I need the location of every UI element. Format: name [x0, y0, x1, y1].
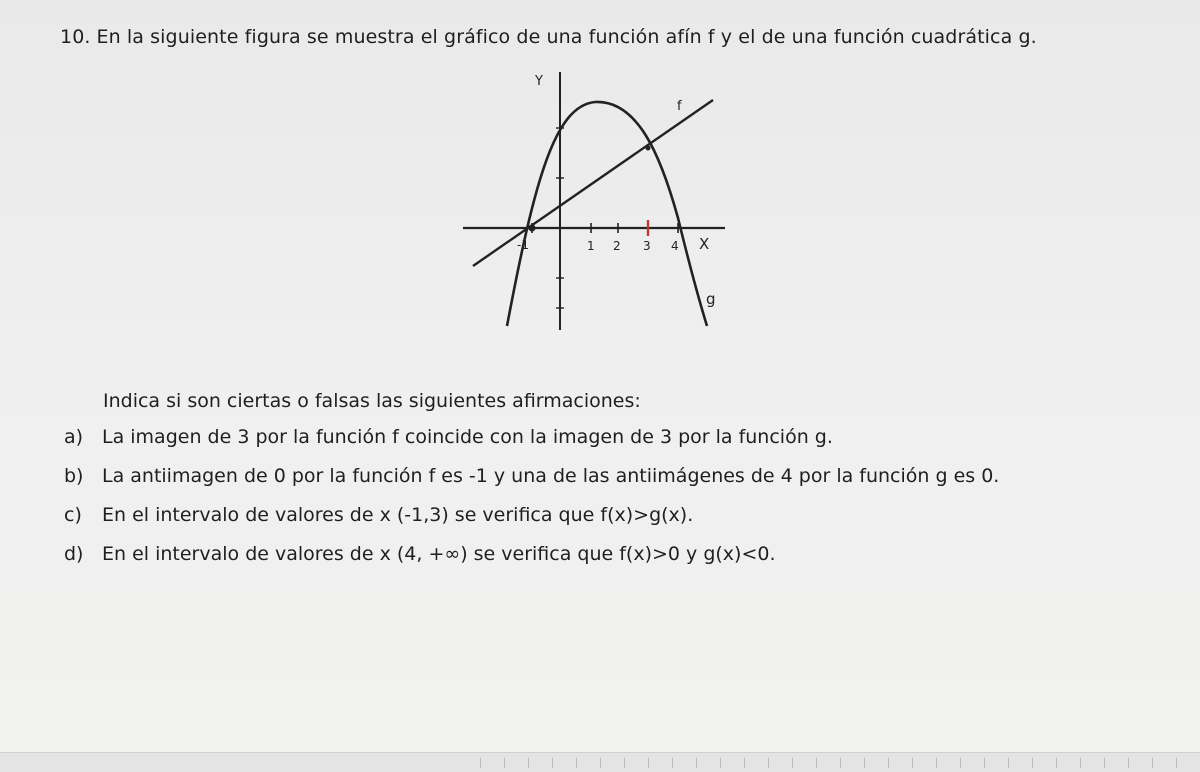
statement-d	[64, 541, 1184, 580]
x-tick-label: 4	[671, 239, 679, 253]
statement-letter: c)	[64, 504, 82, 526]
question-text: En la siguiente figura se muestra el gráfico de una función afín f y el de una función cuadrática g.	[96, 26, 1037, 48]
intersection-point	[529, 225, 536, 232]
x-tick-label: 2	[613, 239, 621, 253]
x-tick-label: 3	[643, 239, 651, 253]
statement-text: La imagen de 3 por la función f coincide con la imagen de 3 por la función g.	[102, 426, 833, 448]
g-label: g	[706, 290, 716, 308]
graph-svg	[455, 68, 745, 338]
ruler-marks	[480, 758, 1180, 768]
statement-c	[64, 502, 1184, 541]
parabola-g	[507, 102, 710, 326]
x-tick-label: -1	[517, 238, 529, 252]
function-graph	[455, 68, 745, 338]
statement-text: La antiimagen de 0 por la función f es -1 y una de las antiimágenes de 4 por la función g es 0.	[102, 465, 1000, 487]
statement-text: En el intervalo de valores de x (-1,3) se verifica que f(x)>g(x).	[102, 504, 694, 526]
instructions: Indica si son ciertas o falsas las siguientes afirmaciones:	[103, 390, 641, 412]
statement-letter: d)	[64, 543, 84, 565]
question-10	[60, 26, 1180, 48]
x-axis-label: X	[699, 235, 710, 253]
statement-b	[64, 463, 1184, 502]
y-axis-label: Y	[535, 74, 543, 89]
x-tick-label: 1	[587, 239, 595, 253]
statement-a	[64, 424, 1184, 463]
statement-list	[64, 424, 1184, 580]
intersection-point	[646, 146, 651, 151]
question-number: 10.	[60, 26, 91, 48]
statement-letter: b)	[64, 465, 84, 487]
f-label: f	[677, 99, 682, 114]
statement-text: En el intervalo de valores de x (4, +∞) se verifica que f(x)>0 y g(x)<0.	[102, 543, 776, 565]
statement-letter: a)	[64, 426, 84, 448]
